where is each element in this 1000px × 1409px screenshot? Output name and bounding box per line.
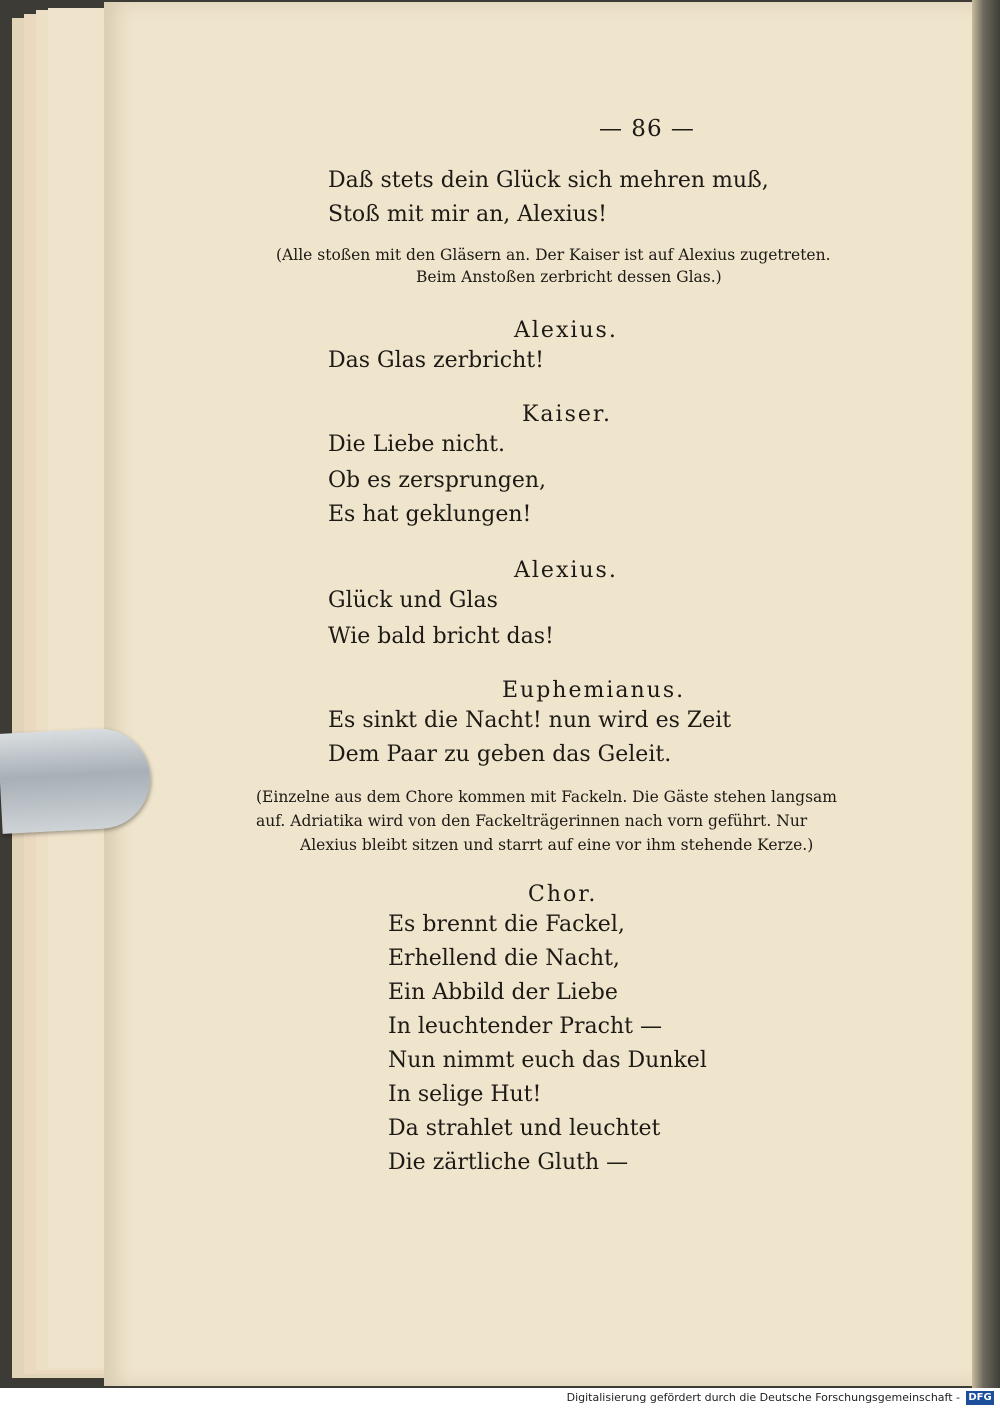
verse-line: Die Liebe nicht. [328,432,505,457]
verse-line: Daß stets dein Glück sich mehren muß, [328,168,769,193]
verse-line: Ein Abbild der Liebe [388,980,618,1005]
speaker-name: Kaiser. [522,402,612,427]
verse-line: Das Glas zerbricht! [328,348,544,373]
verse-line: In selige Hut! [388,1082,542,1107]
page-number: — 86 — [599,116,695,142]
book-page [104,2,978,1386]
stage-direction: (Alle stoßen mit den Gläsern an. Der Kaiser ist auf Alexius zugetreten. [276,246,831,264]
verse-line: Es hat geklungen! [328,502,532,527]
verse-line: Wie bald bricht das! [328,624,554,649]
verse-line: Stoß mit mir an, Alexius! [328,202,607,227]
verse-line: Erhellend die Nacht, [388,946,620,971]
verse-line: Glück und Glas [328,588,498,613]
footer-bar [0,1388,1000,1409]
speaker-name: Chor. [528,882,598,907]
gutter-shadow [972,0,1000,1388]
verse-line: Ob es zersprungen, [328,468,547,493]
verse-line: In leuchtender Pracht — [388,1014,662,1039]
verse-line: Dem Paar zu geben das Geleit. [328,742,672,767]
dfg-logo: DFG [966,1391,994,1405]
speaker-name: Alexius. [514,318,618,343]
speaker-name: Alexius. [514,558,618,583]
stage-direction: Alexius bleibt sitzen und starrt auf eine vor ihm stehende Kerze.) [300,836,814,854]
funding-credit: Digitalisierung gefördert durch die Deutsche Forschungsgemeinschaft - [566,1391,960,1404]
verse-line: Es sinkt die Nacht! nun wird es Zeit [328,708,732,733]
scanner-clip [0,726,153,834]
stage-direction: (Einzelne aus dem Chore kommen mit Fackeln. Die Gäste stehen langsam [256,788,837,806]
verse-line: Da strahlet und leuchtet [388,1116,661,1141]
verse-line: Nun nimmt euch das Dunkel [388,1048,707,1073]
verse-line: Es brennt die Fackel, [388,912,625,937]
verse-line: Die zärtliche Gluth — [388,1150,629,1175]
stage-direction: Beim Anstoßen zerbricht dessen Glas.) [416,268,722,286]
speaker-name: Euphemianus. [502,678,686,703]
stage-direction: auf. Adriatika wird von den Fackelträgerinnen nach vorn geführt. Nur [256,812,808,830]
